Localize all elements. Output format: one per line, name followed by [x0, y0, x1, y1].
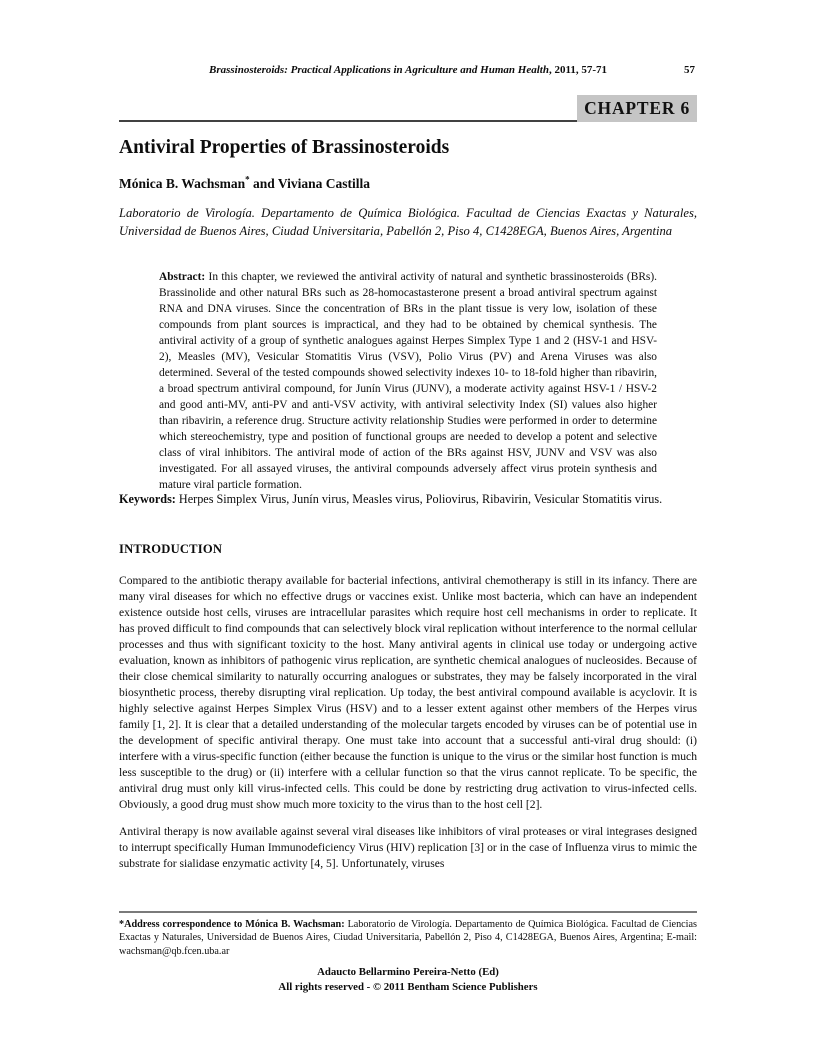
running-header [119, 63, 697, 77]
correspondence-marker: * [245, 174, 250, 185]
correspondence-footnote [119, 918, 697, 958]
chapter-badge: CHAPTER 6 [577, 95, 697, 122]
running-title-suffix: , 2011, 57-71 [548, 64, 607, 76]
author-byline [119, 175, 697, 193]
correspondence-email: wachsman@qb.fcen.uba.ar [119, 945, 230, 957]
keywords-text: Herpes Simplex Virus, Junín virus, Measles virus, Poliovirus, Ribavirin, Vesicular Stomatitis virus. [175, 492, 663, 506]
chapter-title: Antiviral Properties of Brassinosteroids [119, 135, 697, 161]
footnote-block [119, 911, 697, 994]
abstract-text: In this chapter, we reviewed the antiviral activity of natural and synthetic brassinosteroids (BRs). Brassinolide and other natural BRs such as 28-homocastasterone present a broad antiviral spectrum against RNA and DNA viruses. Since the concentration of BRs in the plant tissue is very low, isolation of these compounds from plant sources is impractical, and they had to be obtained by chemical synthesis. The antiviral activity of a group of synthetic analogues against Herpes Simplex Type 1 and 2 (HSV-1 and HSV-2), Measles (MV), Vesicular Stomatitis Virus (VSV), Polio Virus (PV) and Arena Viruses was also determined. Several of the tested compounds showed selectivity indexes 10- to 18-fold higher than ribavirin, a broad spectrum antiviral compound, for Junín Virus (JUNV), a moderate activity against HSV-1 / HSV-2 and good anti-MV, anti-PV and anti-VSV activity, with antiviral selectivity Index (SI) values also higher than ribavirin, a reference drug. Structure activity relationship Studies were performed in order to determine which stereochemistry, type and position of functional groups are needed to develop a potent and selective class of viral inhibitors. The antiviral mode of action of the BRs against HSV, JUNV and VSV was also investigated. For all assayed viruses, the antiviral compounds adversely affect virus protein synthesis and mature viral particle formation. [159, 271, 657, 491]
affiliation: Laboratorio de Virología. Departamento de Química Biológica. Facultad de Ciencias Exactas y Naturales, Universidad de Buenos Aires, Ciudad Universitaria, Pabellón 2, Piso 4, C1428EGA, Buenos Aires, Argentina [119, 205, 697, 240]
introduction-paragraph-2: Antiviral therapy is now available against several viral diseases like inhibitors of viral proteases or viral integrases designed to interrupt specifically Human Immunodeficiency Virus (HIV) replication [3] or in the case of Influenza virus to mimic the substrate for sialidase enzymatic activity [4, 5]. Unfortunately, viruses [119, 825, 697, 870]
keywords-label: Keywords: [119, 492, 176, 506]
chapter-header-row [119, 95, 697, 122]
introduction-paragraph-1: Compared to the antibiotic therapy available for bacterial infections, antiviral chemotherapy is still in its infancy. There are many viral diseases for which no effective drugs or vaccines exist. Unlike most bacteria, which can have an independent existence outside host cells, viruses are intracellular parasites which require host cell mechanisms in order to replicate. It has proved difficult to find compounds that can selectively block viral replication without interference to the normal cellular processes and thus with significant toxicity to the host. Many antiviral agents in clinical use today or undergoing active evaluation, known as inhibitors of pathogenic virus replication, are synthetic chemical analogues of nucleosides. Because of their close chemical similarity to naturally occurring analogues or substrates, they may be falsely incorporated in the viral biosynthetic process, thereby disrupting viral replication. Up today, the best antiviral compound available is acyclovir. It is highly selective against Herpes Simplex Virus (HSV) and to a lesser extent against other members of the Herpes virus family [1, 2]. It is clear that a detailed understanding of the molecular targets encoded by viruses can be of potential use in the development of specific antiviral therapy. One must take into account that a successful anti-viral drug should: (i) interfere with a virus-specific function (either because the function is unique to the virus or the similar host function is much less susceptible to the drug) or (ii) interfere with a cellular function so that the virus cannot replicate. To be specific, the antiviral drug must only kill virus-infected cells. This could be done by restricting drug activation to virus-infected cells. Obviously, a good drug must show much more toxicity to the virus than to the host cell [2]. [119, 574, 697, 811]
keywords [119, 491, 697, 508]
author-1: Mónica B. Wachsman [119, 176, 246, 191]
copyright-line: All rights reserved - © 2011 Bentham Science Publishers [278, 980, 538, 993]
page-number: 57 [684, 64, 695, 76]
running-title: Brassinosteroids: Practical Applications in Agriculture and Human Health [209, 64, 549, 76]
introduction-section [119, 541, 697, 872]
editor-line: Adaucto Bellarmino Pereira-Netto (Ed) [317, 966, 499, 979]
abstract [159, 269, 657, 493]
author-2: and Viviana Castilla [249, 176, 371, 191]
abstract-label: Abstract: [159, 271, 206, 283]
footnote-label: *Address correspondence to Mónica B. Wachsman: [119, 919, 345, 930]
introduction-heading: INTRODUCTION [119, 542, 223, 556]
footnote-text-body: Laboratorio de Virología. Departamento de Química Biológica. Facultad de Ciencias Exactas y Naturales, Universidad de Buenos Aires, Ciudad Universitaria, Pabellón 2, Piso 4, C1428EGA, Buenos Aires, Argentina; E-mail: [119, 919, 697, 944]
publisher-footer [119, 965, 697, 994]
